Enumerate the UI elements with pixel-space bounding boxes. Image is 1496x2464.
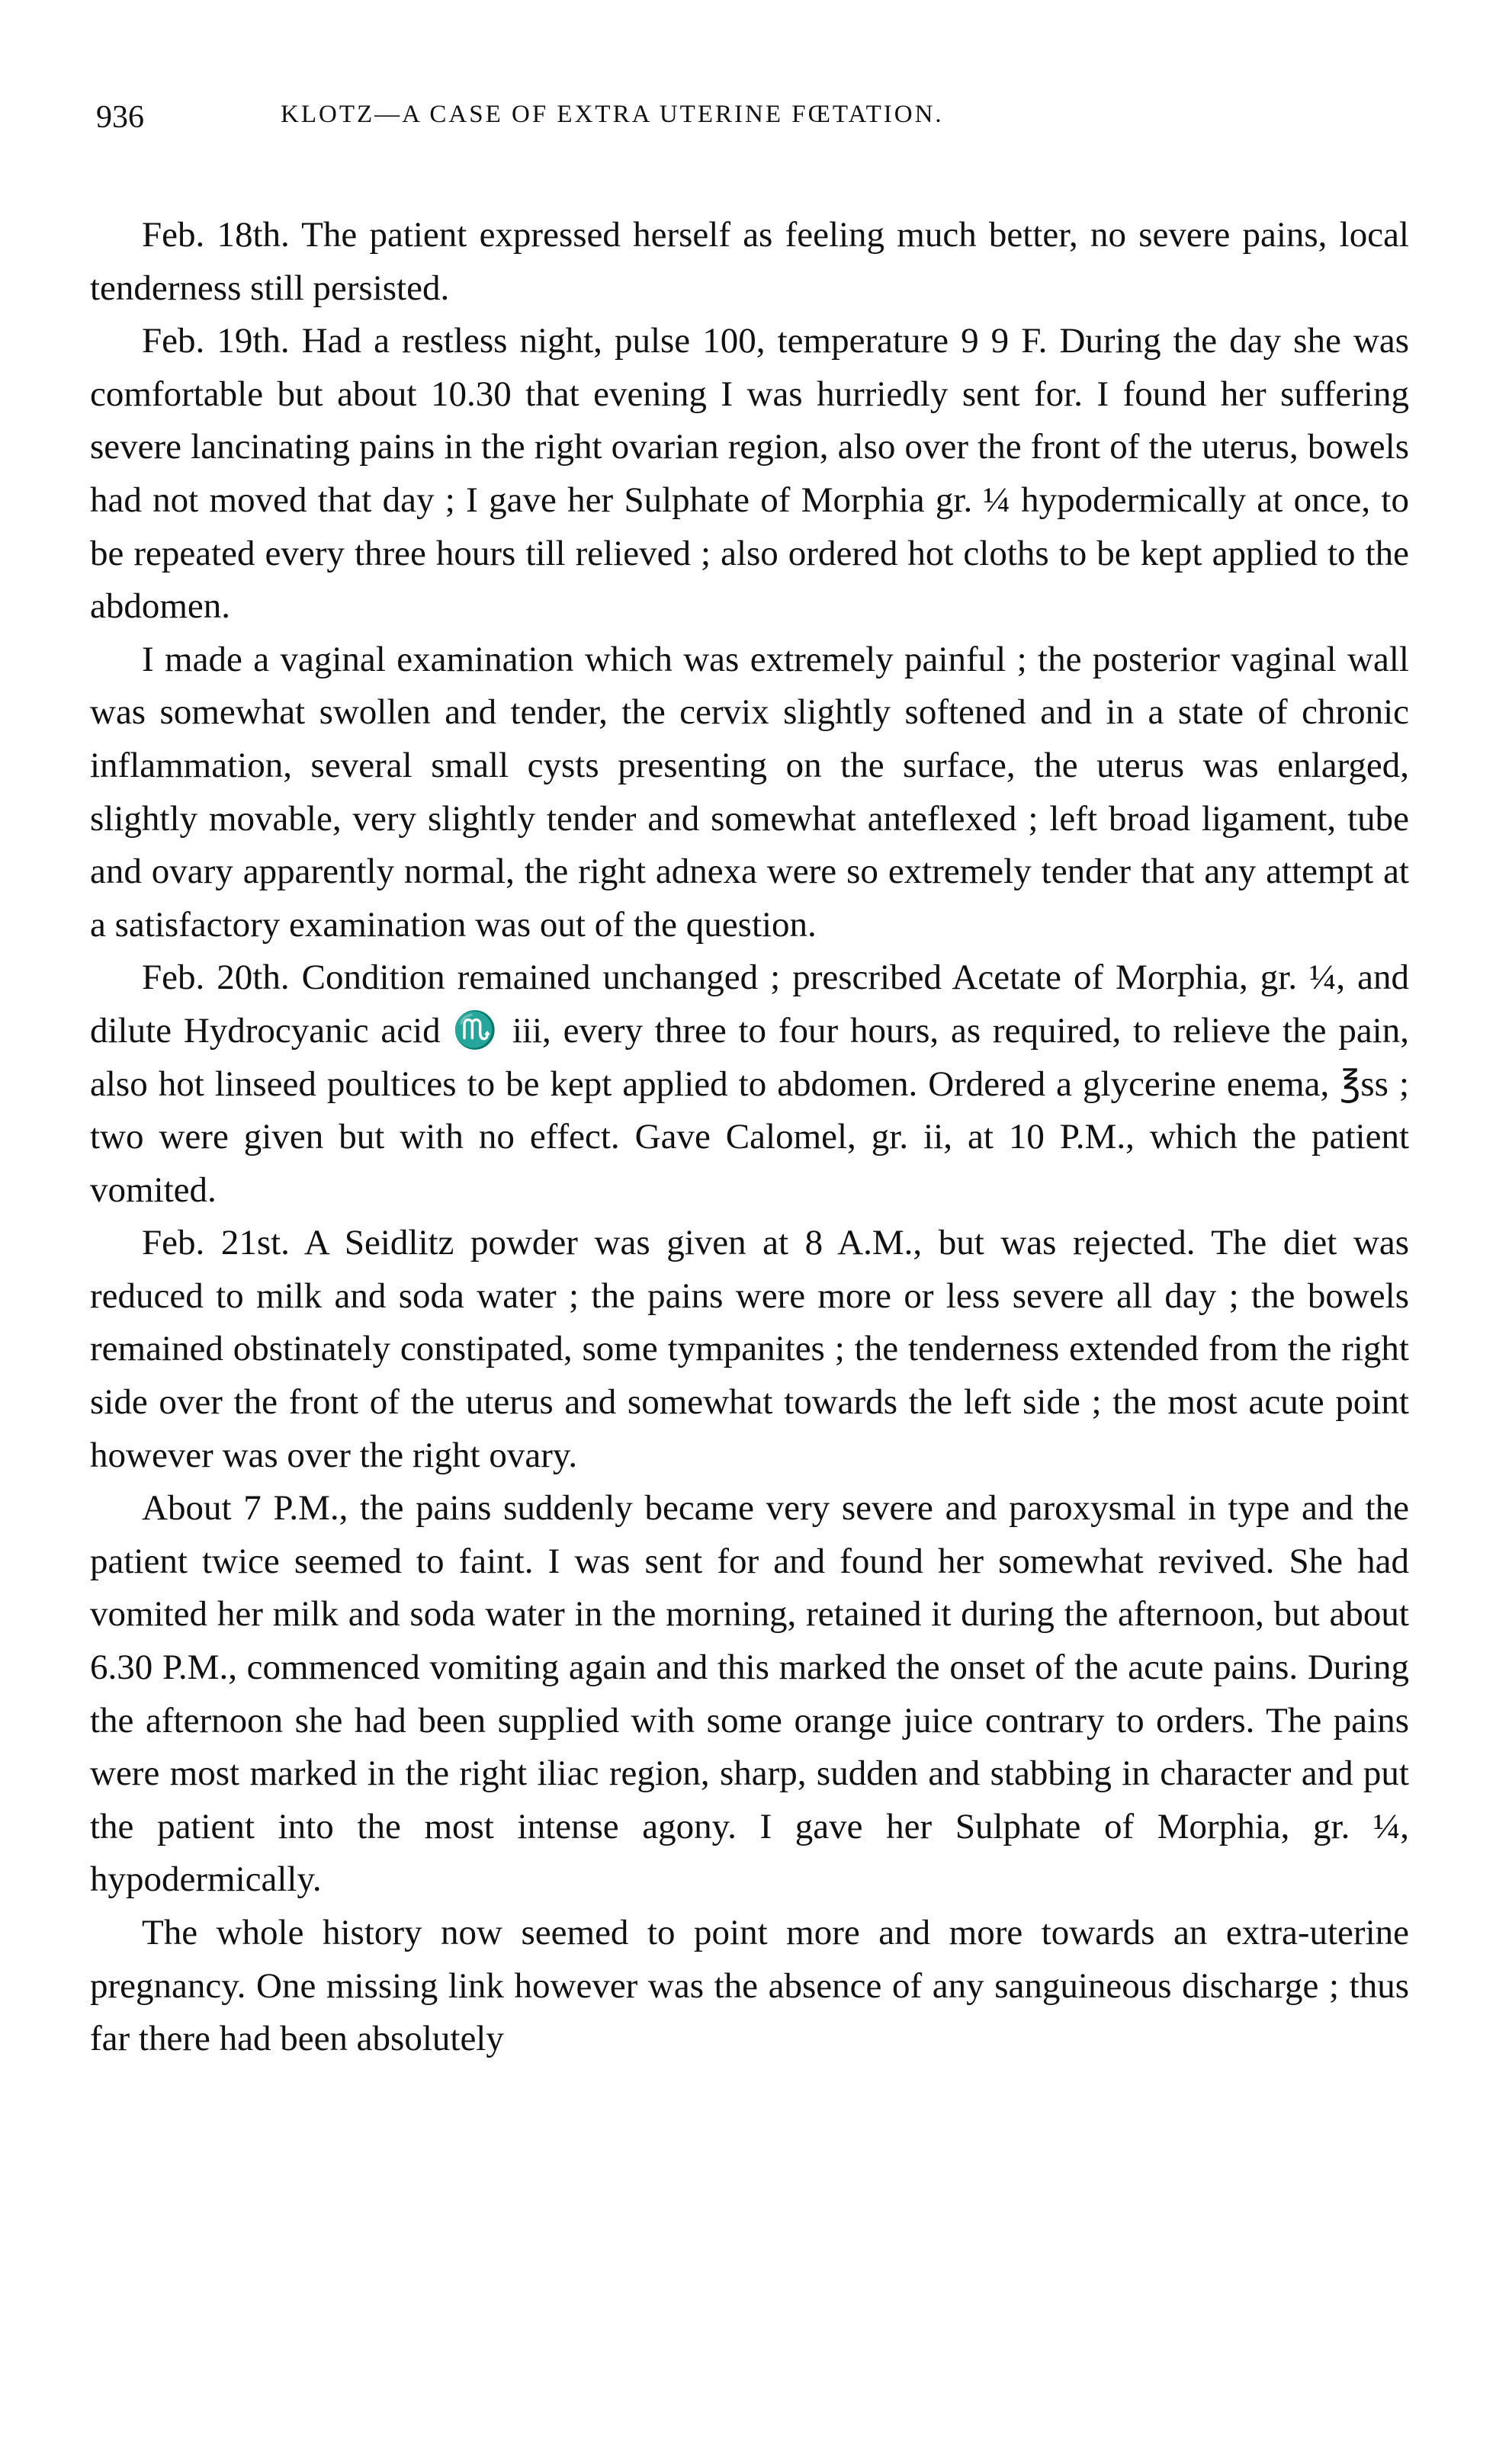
page-number: 936 [96, 100, 144, 135]
paragraph-feb-18: Feb. 18th. The patient expressed herself as feeling much better, no severe pains, local tenderness still persisted. [90, 215, 1409, 308]
paragraph-about-7-pm: About 7 P.M., the pains suddenly became very severe and paroxysmal in type and the patient twice seemed to faint. I was sent for and found her somewhat revived. She had vomited her milk and soda water in the morning, retained it during the afternoon, but about 6.30 P.M., commenced vomiting again and this marked the onset of the acute pains. During the afternoon she had been supplied with some orange juice contrary to orders. The pains were most marked in the right iliac region, sharp, sudden and stabbing in character and put the patient into the most intense agony. I gave her Sulphate of Morphia, gr. ¼, hypodermically. [90, 1488, 1409, 1900]
paragraph-whole-history: The whole history now seemed to point more and more towards an extra-uterine pregnancy. One missing link however was the absence of any sanguineous discharge ; thus far there had been absolutely [90, 1913, 1409, 2059]
page-header [90, 90, 1409, 143]
paragraph-feb-20: Feb. 20th. Condition remained unchanged ; prescribed Acetate of Morphia, gr. ¼, and dilute Hydrocyanic acid ♏ iii, every three to four hours, as required, to relieve the pain, also hot linseed poultices to be kept applied to abdomen. Ordered a glycerine enema, ℥ss ; two were given but with no effect. Gave Calomel, gr. ii, at 10 P.M., which the patient vomited. [90, 958, 1409, 1210]
running-title: KLOTZ—A CASE OF EXTRA UTERINE FŒTATION. [281, 101, 944, 128]
document-page [90, 90, 1409, 2066]
paragraph-feb-19: Feb. 19th. Had a restless night, pulse 100, temperature 9 9 F. During the day she was comfortable but about 10.30 that evening I was hurriedly sent for. I found her suffering severe lancinating pains in the right ovarian region, also over the front of the uterus, bowels had not moved that day ; I gave her Sulphate of Morphia gr. ¼ hypodermically at once, to be repeated every three hours till relieved ; also ordered hot cloths to be kept applied to the abdomen. [90, 321, 1409, 627]
paragraph-vaginal-examination: I made a vaginal examination which was extremely painful ; the posterior vaginal wall was somewhat swollen and tender, the cervix slightly softened and in a state of chronic inflammation, several small cysts presenting on the surface, the uterus was enlarged, slightly movable, very slightly tender and somewhat anteflexed ; left broad ligament, tube and ovary apparently normal, the right adnexa were so extremely tender that any attempt at a satisfactory examination was out of the question. [90, 639, 1409, 945]
paragraph-feb-21: Feb. 21st. A Seidlitz powder was given at 8 A.M., but was rejected. The diet was reduced to milk and soda water ; the pains were more or less severe all day ; the bowels remained obstinately constipated, some tympanites ; the tenderness extended from the right side over the front of the uterus and somewhat towards the left side ; the most acute point however was over the right ovary. [90, 1223, 1409, 1475]
body-text [90, 209, 1409, 2066]
